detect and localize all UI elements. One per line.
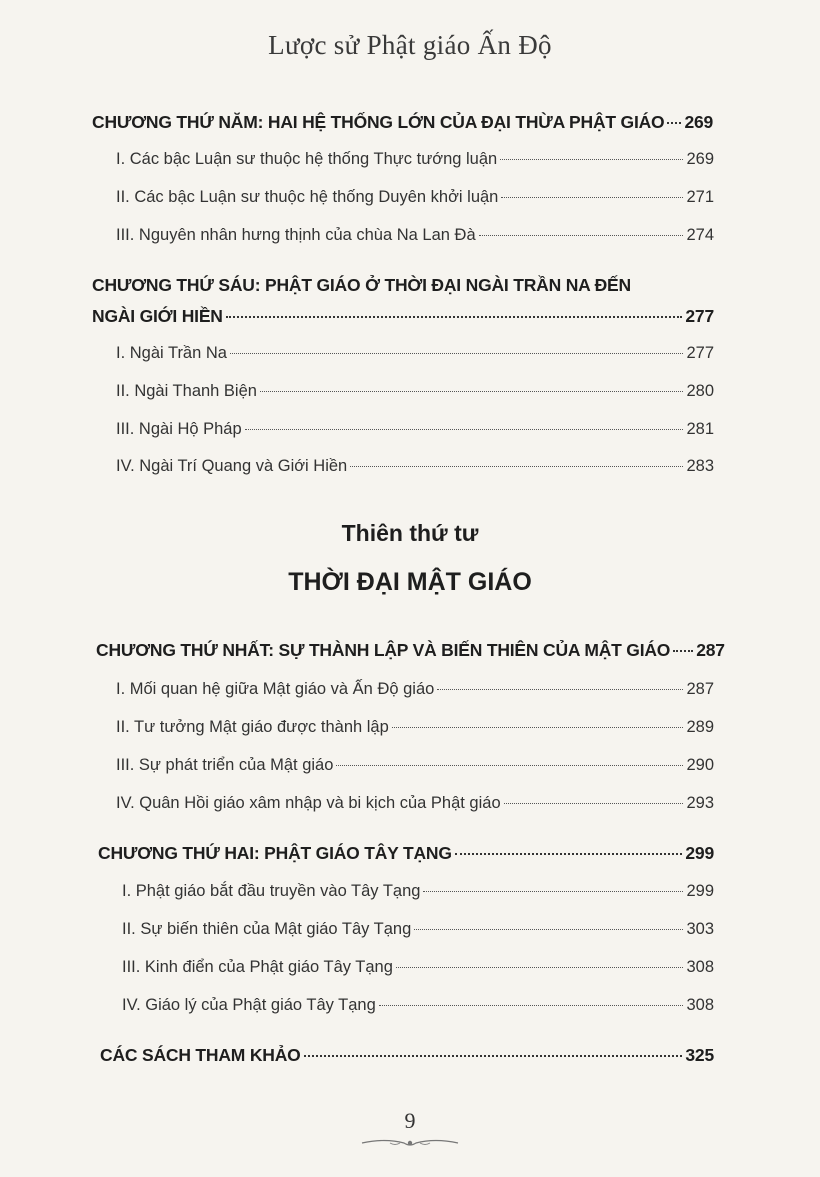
dot-leader [479, 235, 684, 236]
toc-page-number: 289 [686, 718, 714, 736]
toc-page-number: 287 [696, 640, 725, 660]
dot-leader [245, 429, 684, 430]
toc-chapter-title: CÁC SÁCH THAM KHẢO [100, 1045, 301, 1065]
toc-page-number: 308 [686, 996, 714, 1014]
toc-page-number: 287 [686, 680, 714, 698]
toc-page-number: 277 [685, 306, 714, 326]
dot-leader [455, 853, 683, 855]
toc-chapter-5[interactable] [92, 112, 714, 133]
toc-chapter-title: NGÀI GIỚI HIỀN [92, 306, 223, 326]
toc-chapter-6-line1[interactable]: CHƯƠNG THỨ SÁU: PHẬT GIÁO Ở THỜI ĐẠI NGÀI TRẦN NA ĐẾN [92, 275, 631, 295]
toc-section-title: I. Phật giáo bắt đầu truyền vào Tây Tạng [122, 882, 421, 900]
toc-section-title: III. Nguyên nhân hưng thịnh của chùa Na Lan Đà [116, 226, 476, 244]
toc-page-number: 271 [686, 188, 714, 206]
toc-section[interactable] [116, 420, 714, 439]
toc-section-title: II. Ngài Thanh Biện [116, 382, 257, 400]
toc-section-title: II. Tư tưởng Mật giáo được thành lập [116, 718, 389, 736]
toc-section-title: II. Các bậc Luận sư thuộc hệ thống Duyên khởi luận [116, 188, 499, 206]
toc-section-title: III. Sự phát triển của Mật giáo [116, 756, 334, 774]
toc-chapter-title: CHƯƠNG THỨ NHẤT: SỰ THÀNH LẬP VÀ BIẾN THIÊN CỦA MẬT GIÁO [96, 640, 671, 660]
toc-page-number: 269 [684, 112, 714, 132]
toc-page-number: 308 [686, 958, 714, 976]
toc-page-number: 277 [686, 344, 714, 362]
toc-page-number: 299 [686, 882, 714, 900]
dot-leader [304, 1055, 683, 1057]
toc-section[interactable] [116, 344, 714, 363]
dot-leader [504, 803, 684, 804]
part-label: Thiên thứ tư [341, 520, 479, 546]
dot-leader [392, 727, 684, 728]
dot-leader [414, 929, 683, 930]
toc-section[interactable] [116, 756, 714, 775]
toc-section[interactable] [116, 150, 714, 169]
toc-section-title: IV. Quân Hồi giáo xâm nhập và bi kịch của Phật giáo [116, 794, 501, 812]
toc-section-title: IV. Giáo lý của Phật giáo Tây Tạng [122, 996, 376, 1014]
page-number: 9 [404, 1108, 416, 1133]
dot-leader [226, 316, 683, 318]
dot-leader [500, 159, 683, 160]
dot-leader [336, 765, 683, 766]
toc-section[interactable] [116, 226, 714, 245]
toc-section[interactable] [116, 188, 714, 207]
toc-section-title: III. Ngài Hộ Pháp [116, 420, 242, 438]
toc-section[interactable] [116, 382, 714, 401]
toc-page-number: 274 [686, 226, 714, 244]
part-title: THỜI ĐẠI MẬT GIÁO [288, 568, 532, 596]
toc-chapter-p4-1[interactable] [96, 640, 725, 661]
dot-leader [396, 967, 684, 968]
toc-section-title: III. Kinh điển của Phật giáo Tây Tạng [122, 958, 393, 976]
ornament-icon [360, 1136, 460, 1150]
toc-references[interactable] [100, 1045, 714, 1066]
toc-section-title: I. Các bậc Luận sư thuộc hệ thống Thực tướng luận [116, 150, 498, 168]
dot-leader [379, 1005, 684, 1006]
toc-section[interactable] [122, 996, 714, 1015]
toc-chapter-6[interactable] [92, 306, 714, 327]
toc-page-number: 303 [686, 920, 714, 938]
toc-section[interactable] [122, 958, 714, 977]
toc-section[interactable] [116, 794, 714, 813]
toc-section-title: I. Ngài Trần Na [116, 344, 227, 362]
toc-page-number: 283 [686, 457, 714, 475]
toc-section-title: I. Mối quan hệ giữa Mật giáo và Ấn Độ giáo [116, 680, 435, 698]
toc-page-number: 269 [686, 150, 714, 168]
toc-section-title: IV. Ngài Trí Quang và Giới Hiền [116, 457, 348, 475]
toc-page-number: 281 [686, 420, 714, 438]
toc-section[interactable] [122, 920, 714, 939]
dot-leader [667, 122, 681, 124]
toc-page-number: 290 [686, 756, 714, 774]
toc-chapter-title: CHƯƠNG THỨ HAI: PHẬT GIÁO TÂY TẠNG [98, 843, 452, 863]
running-head: Lược sử Phật giáo Ấn Độ [268, 30, 552, 60]
toc-section[interactable] [116, 680, 714, 699]
toc-section[interactable] [116, 457, 714, 476]
toc-chapter-p4-2[interactable] [98, 843, 714, 864]
dot-leader [230, 353, 684, 354]
dot-leader [437, 689, 683, 690]
dot-leader [260, 391, 684, 392]
dot-leader [350, 466, 683, 467]
toc-page-number: 325 [685, 1045, 714, 1065]
toc-page-number: 293 [686, 794, 714, 812]
toc-section[interactable] [122, 882, 714, 901]
toc-chapter-title: CHƯƠNG THỨ NĂM: HAI HỆ THỐNG LỚN CỦA ĐẠI THỪA PHẬT GIÁO [92, 112, 665, 132]
dot-leader [673, 650, 693, 652]
dot-leader [501, 197, 683, 198]
toc-section[interactable] [116, 718, 714, 737]
toc-section-title: II. Sự biến thiên của Mật giáo Tây Tạng [122, 920, 412, 938]
toc-page-number: 280 [686, 382, 714, 400]
toc-page-number: 299 [685, 843, 714, 863]
dot-leader [423, 891, 683, 892]
